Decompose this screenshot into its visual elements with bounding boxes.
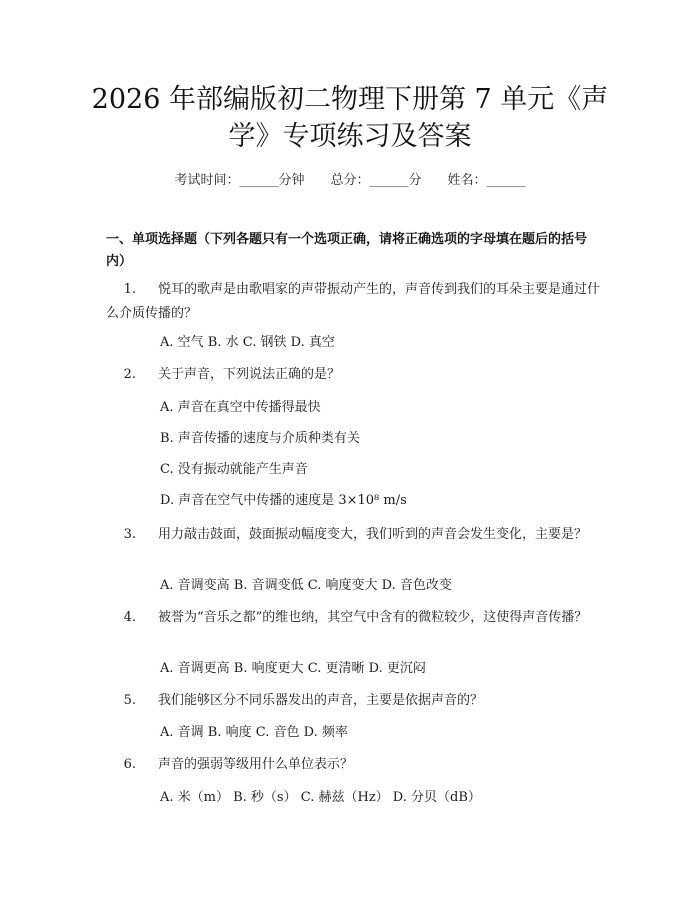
question-text: 被誉为“音乐之都”的维也纳，其空气中含有的微粒较少，这使得声音传播？ [158,610,588,625]
question-number: 5. [123,693,136,708]
question-number: 3. [123,527,136,542]
question-text: 声音的强弱等级用什么单位表示？ [158,757,354,772]
question-text: 关于声音，下列说法正确的是？ [158,367,341,382]
question-2-option-a: A. 声音在真空中传播得最快 [160,400,321,415]
question-2-option-b: B. 声音传播的速度与介质种类有关 [160,431,360,446]
document-title-line-2: 学》专项练习及答案 [228,121,472,152]
question-number: 6. [123,757,136,772]
question-2-option-c: C. 没有振动就能产生声音 [160,462,308,477]
exam-score: 总分：______分 [330,173,422,188]
exam-meta [0,169,700,188]
question-1-options: A. 空气 B. 水 C. 钢铁 D. 真空 [160,335,335,350]
question-4 [106,606,602,630]
question-5 [106,689,602,713]
question-4-options: A. 音调更高 B. 响度更大 C. 更清晰 D. 更沉闷 [160,661,426,676]
section-heading: 一、单项选择题（下列各题只有一个选项正确，请将正确选项的字母填在题后的括号内） [106,232,588,269]
question-number: 2. [123,367,136,382]
question-6 [106,753,602,777]
exam-name: 姓名：______ [447,173,526,188]
question-3 [106,523,602,547]
question-text: 我们能够区分不同乐器发出的声音，主要是依据声音的？ [158,693,484,708]
exam-time: 考试时间：______分钟 [174,173,305,188]
question-1 [106,278,602,326]
question-6-options: A. 米（m） B. 秒（s） C. 赫兹（Hz） D. 分贝（dB） [160,790,481,805]
question-2-option-d: D. 声音在空气中传播的速度是 3×10⁸ m/s [160,493,407,508]
question-5-options: A. 音调 B. 响度 C. 音色 D. 频率 [160,725,348,740]
question-number: 4. [123,610,136,625]
question-text: 用力敲击鼓面，鼓面振动幅度变大，我们听到的声音会发生变化，主要是？ [158,527,588,542]
question-number: 1. [123,282,136,297]
question-text: 悦耳的歌声是由歌唱家的声带振动产生的，声音传到我们的耳朵主要是通过什么介质传播的？ [106,282,601,321]
document-title-line-1: 2026 年部编版初二物理下册第 7 单元《声 [91,84,609,115]
question-3-options: A. 音调变高 B. 音调变低 C. 响度变大 D. 音色改变 [160,578,452,593]
question-2 [106,363,602,387]
